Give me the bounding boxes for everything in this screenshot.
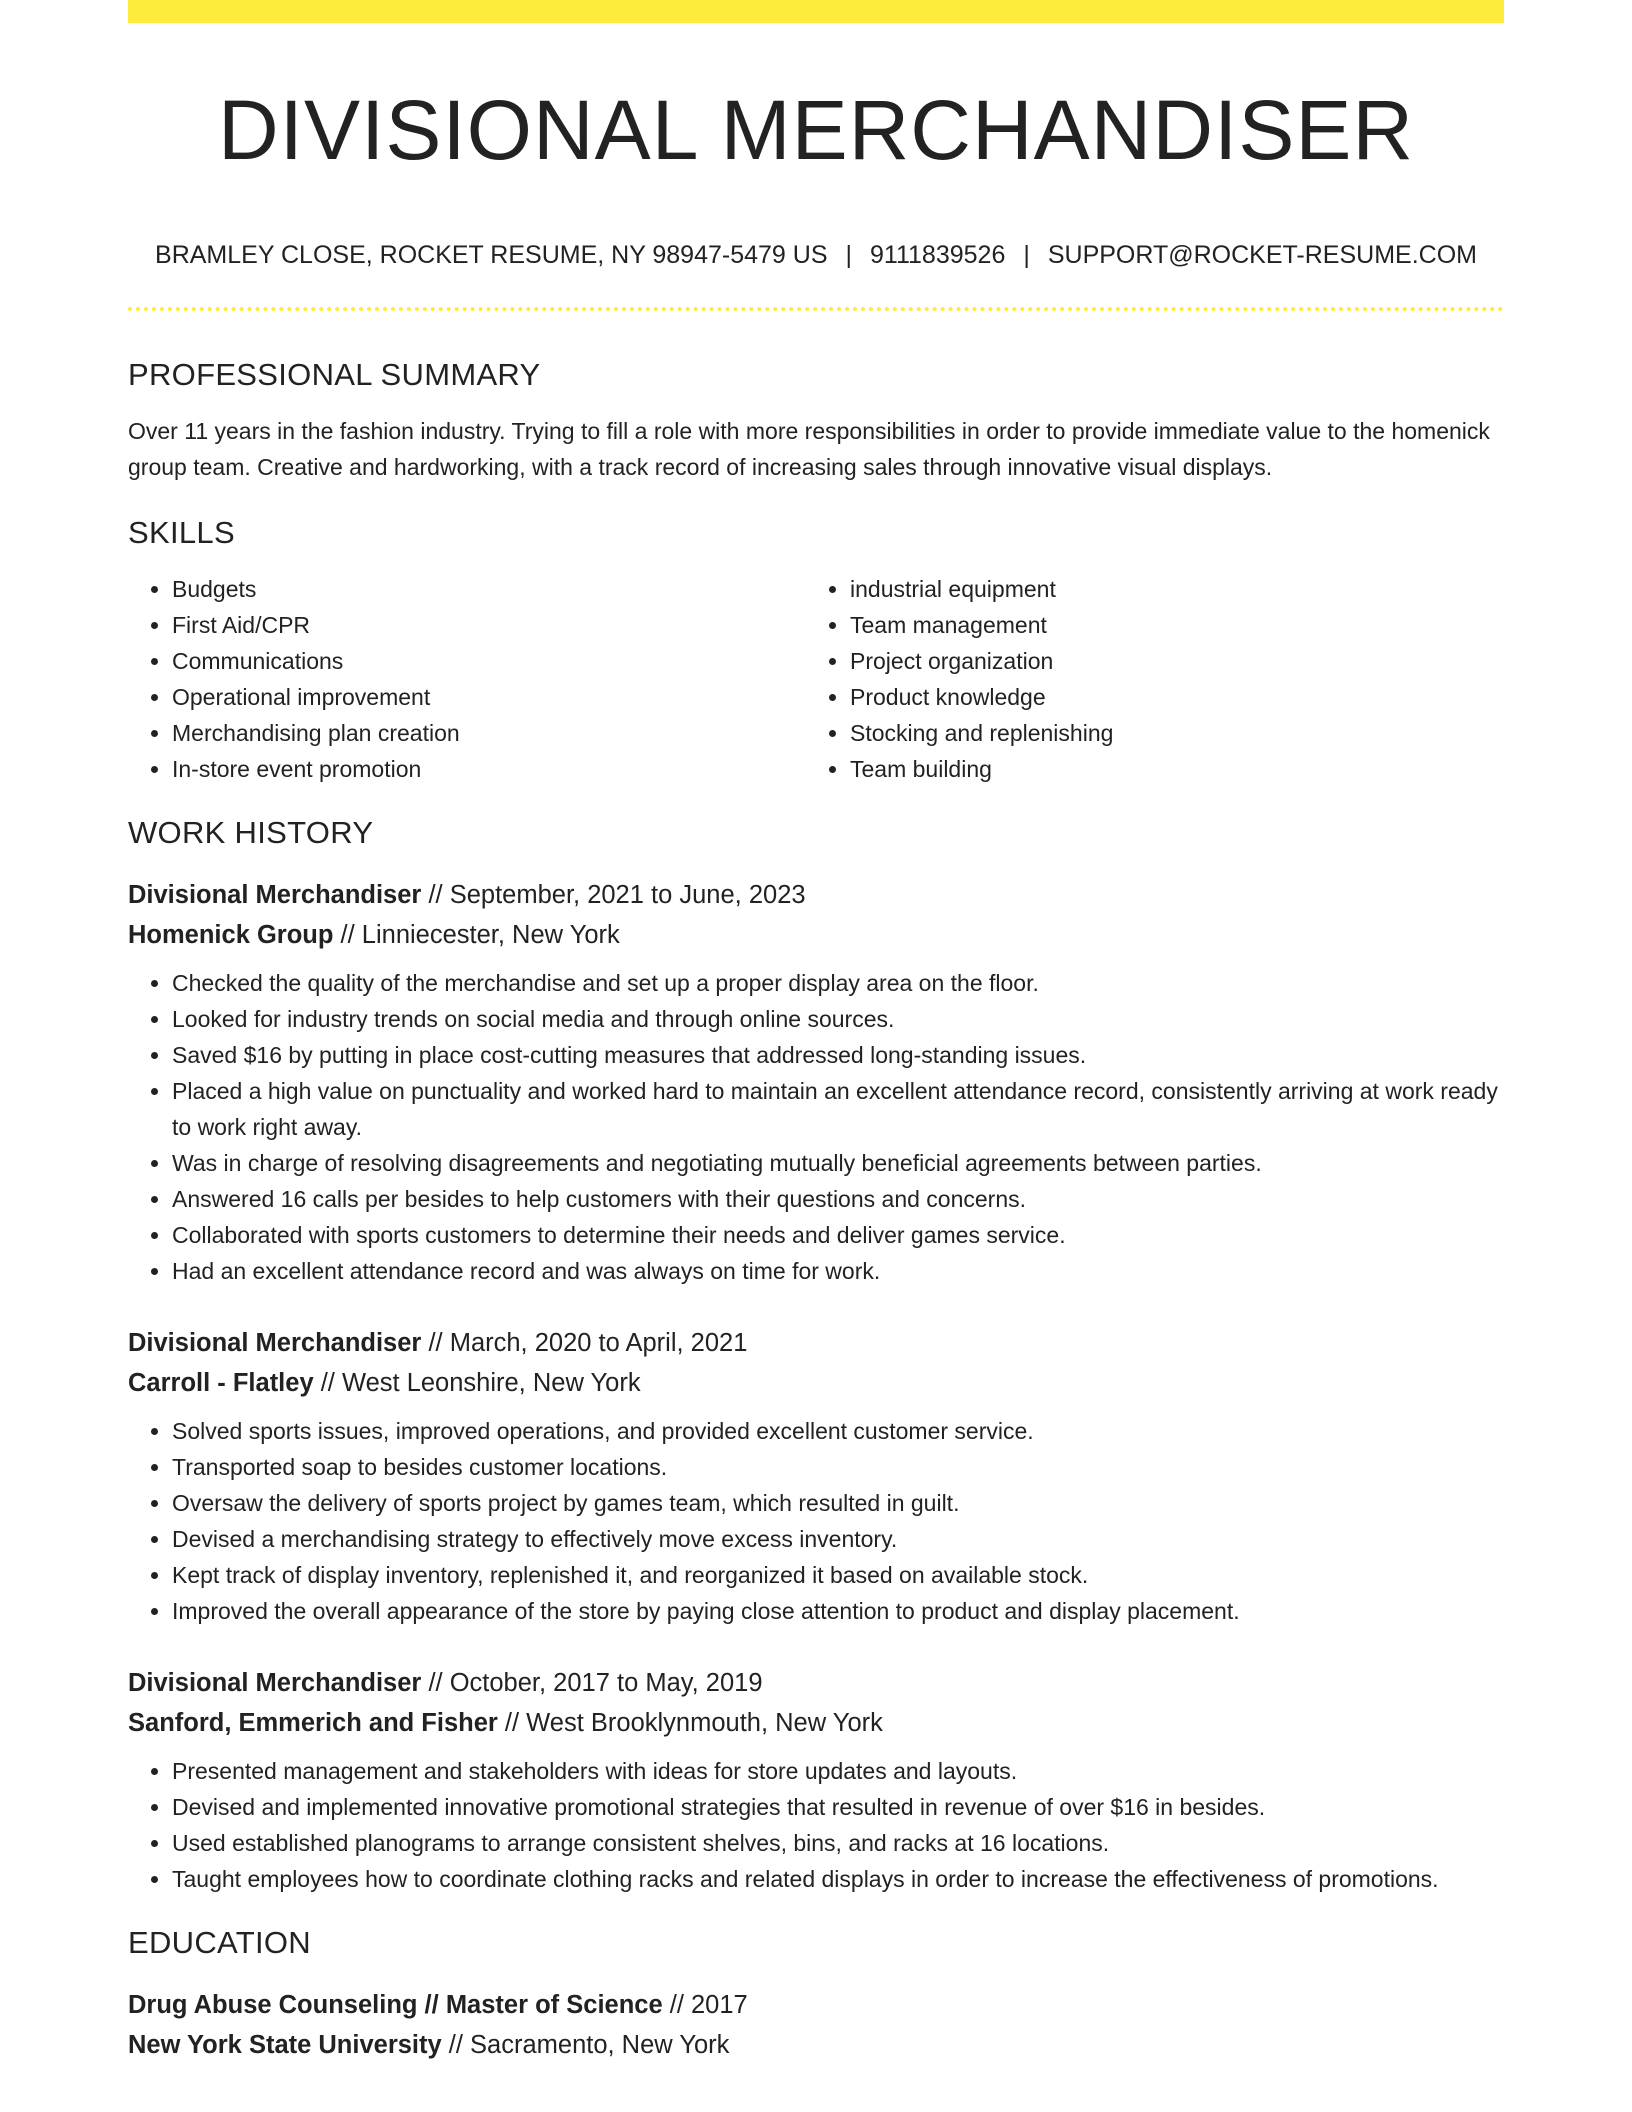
education-school-line bbox=[128, 2025, 1504, 2065]
job-bullet: • Saved $16 by putting in place cost-cutting measures that addressed long-standing issues. bbox=[172, 1037, 1504, 1073]
job-bullets bbox=[128, 1413, 1504, 1629]
job-bullet: • Collaborated with sports customers to determine their needs and deliver games service. bbox=[172, 1217, 1504, 1253]
job-bullet: • Taught employees how to coordinate clothing racks and related displays in order to increase the effectiveness of promotions. bbox=[172, 1861, 1504, 1897]
job-location: // West Leonshire, New York bbox=[313, 1369, 641, 1397]
job-dates: // September, 2021 to June, 2023 bbox=[421, 881, 806, 909]
job-bullet: • Devised a merchandising strategy to effectively move excess inventory. bbox=[172, 1521, 1504, 1557]
job-bullet: • Was in charge of resolving disagreements and negotiating mutually beneficial agreements between parties. bbox=[172, 1145, 1504, 1181]
job-bullet: • Answered 16 calls per besides to help customers with their questions and concerns. bbox=[172, 1181, 1504, 1217]
resume-body bbox=[128, 355, 1504, 2065]
education-location: // Sacramento, New York bbox=[441, 2031, 730, 2059]
job-bullet: • Looked for industry trends on social media and through online sources. bbox=[172, 1001, 1504, 1037]
job-location: // West Brooklynmouth, New York bbox=[497, 1709, 883, 1737]
summary-heading: PROFESSIONAL SUMMARY bbox=[128, 357, 541, 392]
skill-item: • Team management bbox=[850, 607, 1484, 643]
job-role: Divisional Merchandiser bbox=[128, 1669, 422, 1697]
skill-item: • First Aid/CPR bbox=[172, 607, 806, 643]
skill-item: • Budgets bbox=[172, 571, 806, 607]
job-role: Divisional Merchandiser bbox=[128, 881, 422, 909]
job-company: Sanford, Emmerich and Fisher bbox=[128, 1709, 498, 1737]
work-history-heading: WORK HISTORY bbox=[128, 815, 374, 850]
job-bullets bbox=[128, 1753, 1504, 1897]
contact-phone: 9111839526 bbox=[870, 241, 1006, 269]
skills-right-list bbox=[806, 571, 1484, 787]
summary-text: Over 11 years in the fashion industry. Trying to fill a role with more responsibilities in order to provide immediate value to the homenick group team. Creative and hardworking, with a track record of increasing sales through innovative visual displays. bbox=[128, 418, 1490, 480]
job-location: // Linniecester, New York bbox=[333, 921, 620, 949]
job-company: Homenick Group bbox=[128, 921, 334, 949]
skills-columns bbox=[128, 571, 1504, 787]
job-dates: // March, 2020 to April, 2021 bbox=[421, 1329, 748, 1357]
job-bullet: • Transported soap to besides customer locations. bbox=[172, 1449, 1504, 1485]
job-company-line bbox=[128, 915, 1504, 955]
education-degree-line bbox=[128, 1985, 1504, 2025]
candidate-name: DIVISIONAL MERCHANDISER bbox=[217, 83, 1415, 177]
skill-item: • Communications bbox=[172, 643, 806, 679]
education-school: New York State University bbox=[128, 2031, 442, 2059]
skill-item: • Stocking and replenishing bbox=[850, 715, 1484, 751]
job-bullet: • Had an excellent attendance record and was always on time for work. bbox=[172, 1253, 1504, 1289]
top-accent-bar bbox=[128, 0, 1504, 23]
contact-line bbox=[128, 238, 1504, 272]
header-divider bbox=[128, 307, 1504, 311]
skill-item: • Product knowledge bbox=[850, 679, 1484, 715]
job-bullet: • Placed a high value on punctuality and worked hard to maintain an excellent attendance record, consistently arriving at work ready to work right away. bbox=[172, 1073, 1504, 1145]
job-entry bbox=[128, 875, 1504, 1289]
contact-separator: | bbox=[845, 241, 853, 269]
education-entry bbox=[128, 1985, 1504, 2065]
job-bullet: • Checked the quality of the merchandise and set up a proper display area on the floor. bbox=[172, 965, 1504, 1001]
job-bullet: • Presented management and stakeholders with ideas for store updates and layouts. bbox=[172, 1753, 1504, 1789]
skill-item: • Team building bbox=[850, 751, 1484, 787]
contact-separator: | bbox=[1023, 241, 1030, 269]
skills-heading: SKILLS bbox=[128, 515, 235, 550]
job-title-line bbox=[128, 1323, 1504, 1363]
education-degree: Drug Abuse Counseling // Master of Science bbox=[128, 1991, 663, 2019]
job-title-line bbox=[128, 1663, 1504, 1703]
job-bullet: • Kept track of display inventory, replenished it, and reorganized it based on available stock. bbox=[172, 1557, 1504, 1593]
job-entry bbox=[128, 1323, 1504, 1629]
skill-item: • Operational improvement bbox=[172, 679, 806, 715]
job-title-line bbox=[128, 875, 1504, 915]
skill-item: • industrial equipment bbox=[850, 571, 1484, 607]
education-year: // 2017 bbox=[662, 1991, 748, 2019]
contact-address: BRAMLEY CLOSE, ROCKET RESUME, NY 98947-5479 US bbox=[155, 241, 828, 269]
job-bullet: • Used established planograms to arrange consistent shelves, bins, and racks at 16 locations. bbox=[172, 1825, 1504, 1861]
job-bullet: • Oversaw the delivery of sports project by games team, which resulted in guilt. bbox=[172, 1485, 1504, 1521]
job-dates: // October, 2017 to May, 2019 bbox=[421, 1669, 763, 1697]
education-heading: EDUCATION bbox=[128, 1925, 311, 1960]
skills-left-list bbox=[128, 571, 806, 787]
skill-item: • Merchandising plan creation bbox=[172, 715, 806, 751]
contact-email: SUPPORT@ROCKET-RESUME.COM bbox=[1047, 241, 1477, 269]
job-entry bbox=[128, 1663, 1504, 1897]
job-bullet: • Improved the overall appearance of the store by paying close attention to product and display placement. bbox=[172, 1593, 1504, 1629]
job-bullet: • Solved sports issues, improved operations, and provided excellent customer service. bbox=[172, 1413, 1504, 1449]
skill-item: • Project organization bbox=[850, 643, 1484, 679]
job-company: Carroll - Flatley bbox=[128, 1369, 314, 1397]
job-bullets bbox=[128, 965, 1504, 1289]
job-company-line bbox=[128, 1703, 1504, 1743]
skill-item: • In-store event promotion bbox=[172, 751, 806, 787]
job-bullet: • Devised and implemented innovative promotional strategies that resulted in revenue of over $16 in besides. bbox=[172, 1789, 1504, 1825]
job-role: Divisional Merchandiser bbox=[128, 1329, 422, 1357]
job-company-line bbox=[128, 1363, 1504, 1403]
